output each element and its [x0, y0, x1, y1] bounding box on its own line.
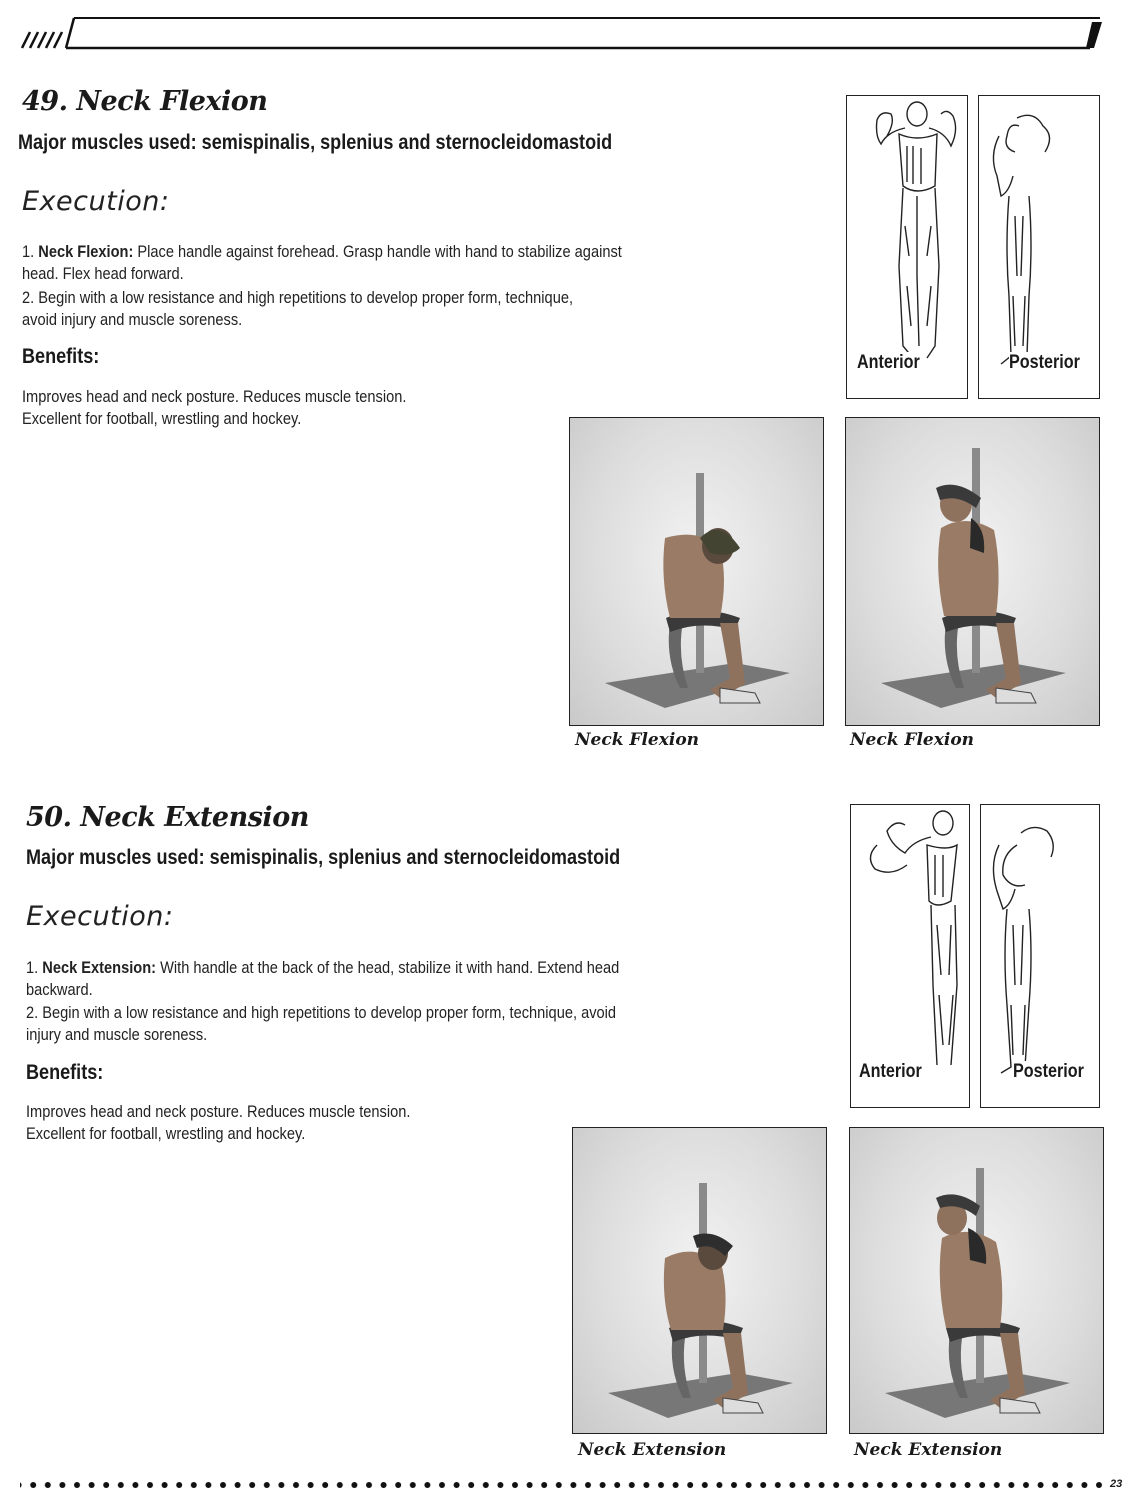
photo-neck-extension-2 [849, 1127, 1104, 1434]
benefits-heading: Benefits: [26, 1061, 104, 1084]
footer-dot-rule [0, 1475, 1129, 1499]
step-2-text: 2. Begin with a low resistance and high repetitions to develop proper form, technique, [22, 288, 574, 307]
benefits-heading: Benefits: [22, 345, 100, 368]
step-2-text: 2. Begin with a low resistance and high repetitions to develop proper form, technique, avoid [26, 1003, 617, 1022]
step-2-text-cont: avoid injury and muscle soreness. [22, 310, 243, 329]
header-bar [0, 8, 1129, 50]
posterior-label: Posterior [1013, 1061, 1084, 1082]
posterior-figure-icon [979, 96, 1098, 366]
step-2 [26, 1002, 616, 1046]
benefits-line: Excellent for football, wrestling and hockey. [26, 1124, 306, 1143]
step-1-number: 1. [22, 242, 35, 261]
anatomy-anterior-panel [846, 95, 968, 399]
step-1-label: Neck Flexion: [38, 242, 134, 261]
anatomy-posterior-panel [978, 95, 1100, 399]
benefits-text [22, 386, 406, 430]
step-1-number: 1. [26, 958, 39, 977]
muscles-used: Major muscles used: semispinalis, splenius and sternocleidomastoid [26, 846, 621, 869]
person-seated-icon [846, 418, 1098, 724]
photo-caption: Neck Flexion [850, 730, 975, 750]
execution-heading: Execution: [26, 901, 174, 932]
benefits-line: Excellent for football, wrestling and hockey. [22, 409, 302, 428]
anterior-figure-icon [851, 805, 968, 1075]
posterior-figure-icon [981, 805, 1098, 1075]
step-1-text: With handle at the back of the head, stabilize it with hand. Extend head [160, 958, 620, 977]
photo-neck-flexion-1 [569, 417, 824, 726]
step-2 [22, 287, 573, 331]
posterior-label: Posterior [1009, 352, 1080, 373]
anterior-label: Anterior [857, 352, 920, 373]
step-1 [26, 957, 619, 1001]
photo-neck-flexion-2 [845, 417, 1100, 726]
photo-neck-extension-1 [572, 1127, 827, 1434]
step-1 [22, 241, 622, 285]
photo-caption: Neck Flexion [575, 730, 700, 750]
benefits-line: Improves head and neck posture. Reduces muscle tension. [22, 387, 407, 406]
anatomy-anterior-panel [850, 804, 970, 1108]
anterior-figure-icon [847, 96, 966, 366]
step-1-text-cont: backward. [26, 980, 93, 999]
step-1-text: Place handle against forehead. Grasp handle with hand to stabilize against [137, 242, 622, 261]
section-title: 50. Neck Extension [26, 802, 309, 833]
photo-caption: Neck Extension [578, 1440, 727, 1460]
person-seated-icon [850, 1128, 1102, 1432]
benefits-text [26, 1101, 410, 1145]
anterior-label: Anterior [859, 1061, 922, 1082]
execution-heading: Execution: [22, 186, 170, 217]
anatomy-posterior-panel [980, 804, 1100, 1108]
step-1-label: Neck Extension: [42, 958, 157, 977]
person-seated-icon [570, 418, 822, 724]
person-seated-icon [573, 1128, 825, 1432]
benefits-line: Improves head and neck posture. Reduces muscle tension. [26, 1102, 411, 1121]
step-2-text-cont: injury and muscle soreness. [26, 1025, 208, 1044]
photo-caption: Neck Extension [854, 1440, 1003, 1460]
step-1-text-cont: head. Flex head forward. [22, 264, 184, 283]
muscles-used: Major muscles used: semispinalis, splenius and sternocleidomastoid [18, 131, 613, 154]
page-number: 23 [1110, 1478, 1123, 1490]
section-title: 49. Neck Flexion [22, 86, 268, 117]
